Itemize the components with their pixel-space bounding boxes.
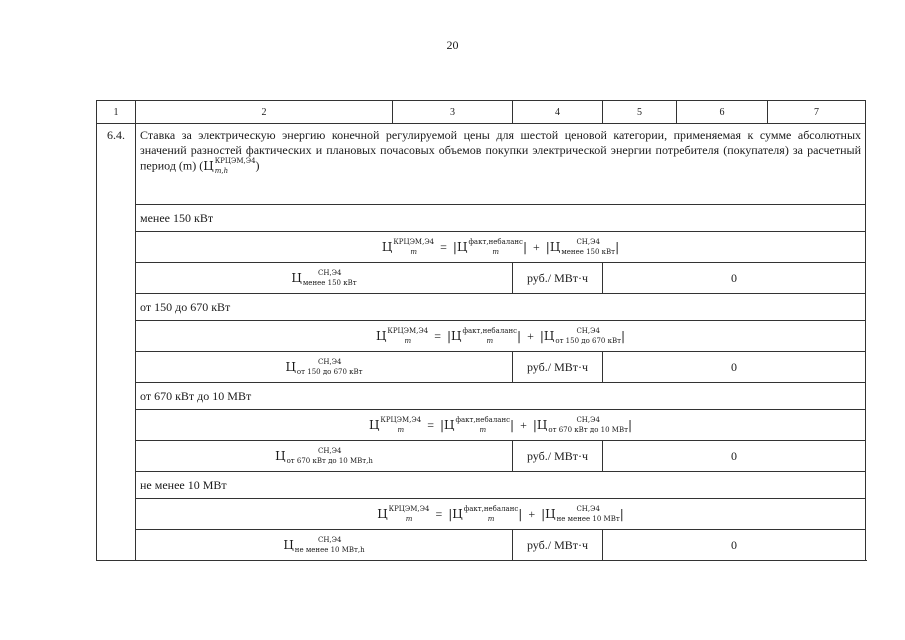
section-title: от 150 до 670 кВт <box>136 294 866 321</box>
rate-sub: не менее 10 МВт,h <box>294 546 365 554</box>
lhs-sup: КРЦЭМ,Э4 <box>380 416 422 424</box>
t1-close: | <box>517 328 522 343</box>
rate-sup: СН,Э4 <box>317 447 342 455</box>
t1-sub: m <box>486 337 494 345</box>
t2-sup: СН,Э4 <box>576 238 600 246</box>
plus-sign: + <box>533 239 540 254</box>
t1-base: |Ц <box>448 506 463 521</box>
item-description: Ставка за электрическую энергию конечной регулируемой цены для шестой ценовой категории, применяемая к сумме абсолютных значений разностей фактических и плановых почасовых объемов покупки электрической энергии потребителя (покупателя) за расчетный период (m) ( <box>140 128 861 173</box>
equals-sign: = <box>427 417 434 432</box>
rate-symbol <box>136 441 513 472</box>
rate-sub: менее 150 кВт <box>302 279 357 287</box>
t1-close: | <box>510 417 515 432</box>
plus-sign: + <box>528 506 536 521</box>
plus-sign: + <box>520 417 527 432</box>
desc-symbol-sub: m,h <box>214 167 229 175</box>
t2-base: |Ц <box>532 417 548 432</box>
t2-close: | <box>627 417 633 432</box>
formula-term-1 <box>453 240 527 254</box>
rate-row <box>97 530 866 561</box>
formula-row <box>97 410 866 441</box>
formula-lhs <box>369 418 421 432</box>
formula-term-2 <box>540 329 625 343</box>
header-col-5: 5 <box>603 101 677 124</box>
equals-sign: = <box>440 239 447 254</box>
rate-base: Ц <box>291 270 302 285</box>
rate-base: Ц <box>285 359 296 374</box>
formula-lhs <box>376 329 428 343</box>
t1-close: | <box>518 506 523 521</box>
formula <box>136 321 866 352</box>
lhs-base: Ц <box>377 506 388 521</box>
lhs-base: Ц <box>368 417 380 432</box>
rate-symbol <box>136 352 513 383</box>
t2-base: |Ц <box>539 328 555 343</box>
lhs-sup: КРЦЭМ,Э4 <box>387 327 429 335</box>
t1-sup: факт,небаланс <box>455 416 511 424</box>
section-title-row <box>97 472 866 499</box>
equals-sign: = <box>434 328 441 343</box>
formula-row <box>97 499 866 530</box>
lhs-base: Ц <box>375 328 387 343</box>
formula-lhs <box>382 240 434 254</box>
t1-sup: факт,небаланс <box>463 505 519 513</box>
section-title-row <box>97 294 866 321</box>
header-row <box>97 101 866 124</box>
rate-row <box>97 263 866 294</box>
rate-sub: от 150 до 670 кВт <box>296 368 363 376</box>
t2-base: |Ц <box>545 239 561 254</box>
formula-term-2 <box>541 507 624 521</box>
header-col-4: 4 <box>513 101 603 124</box>
formula <box>136 232 866 263</box>
page-number: 20 <box>446 38 459 52</box>
desc-symbol-base: Ц <box>203 158 214 173</box>
t1-base: |Ц <box>440 417 455 432</box>
rate-value: 0 <box>603 263 866 294</box>
rate-unit: руб./ МВт·ч <box>513 352 603 383</box>
desc-symbol-sup: КРЦЭМ,Э4 <box>214 157 256 165</box>
header-col-1: 1 <box>97 101 136 124</box>
rate-unit: руб./ МВт·ч <box>513 263 603 294</box>
desc-tail: ) <box>255 158 260 173</box>
rate-value: 0 <box>603 530 866 561</box>
t2-base: |Ц <box>541 506 556 521</box>
rate-symbol <box>136 263 513 294</box>
rate-row <box>97 441 866 472</box>
section-title: менее 150 кВт <box>136 205 866 232</box>
formula-term-1 <box>447 329 521 343</box>
formula-lhs <box>377 507 429 521</box>
header-col-3: 3 <box>393 101 513 124</box>
formula-term-1 <box>448 507 522 521</box>
desc-symbol <box>203 159 255 173</box>
lhs-base: Ц <box>381 239 393 254</box>
t1-base: |Ц <box>446 328 462 343</box>
rate-sup: СН,Э4 <box>317 358 342 366</box>
rate-unit: руб./ МВт·ч <box>513 441 603 472</box>
formula-term-2 <box>546 240 619 254</box>
t1-sub: m <box>492 248 500 256</box>
lhs-sub: m <box>405 515 413 523</box>
lhs-sub: m <box>404 337 412 345</box>
formula <box>136 499 866 530</box>
t2-close: | <box>621 328 626 343</box>
header-col-2: 2 <box>136 101 393 124</box>
t2-sub: от 150 до 670 кВт <box>555 337 621 345</box>
t2-sub: от 670 кВт до 10 МВт <box>548 426 628 434</box>
item-number: 6.4. <box>97 124 136 561</box>
t1-sub: m <box>487 515 495 523</box>
formula-row <box>97 321 866 352</box>
rate-sup: СН,Э4 <box>317 536 342 544</box>
t1-sup: факт,небаланс <box>462 327 518 335</box>
plus-sign: + <box>527 328 534 343</box>
t2-sup: СН,Э4 <box>576 505 600 513</box>
item-description-row <box>97 124 866 205</box>
formula <box>136 410 866 441</box>
lhs-sub: m <box>397 426 405 434</box>
t2-close: | <box>615 239 620 254</box>
formula-term-1 <box>440 418 514 432</box>
t2-sup: СН,Э4 <box>576 416 600 424</box>
rate-unit: руб./ МВт·ч <box>513 530 603 561</box>
rate-value: 0 <box>603 352 866 383</box>
t1-sub: m <box>479 426 487 434</box>
header-col-6: 6 <box>677 101 768 124</box>
t1-sup: факт,небаланс <box>468 238 523 246</box>
t2-sup: СН,Э4 <box>576 327 600 335</box>
rate-sub: от 670 кВт до 10 МВт,h <box>286 457 373 465</box>
t1-close: | <box>522 239 528 254</box>
rate-symbol <box>136 530 513 561</box>
t2-sub: менее 150 кВт <box>561 248 616 256</box>
formula-row <box>97 232 866 263</box>
section-title-row <box>97 383 866 410</box>
item-description-cell <box>136 124 866 205</box>
tariff-table <box>96 100 866 561</box>
equals-sign: = <box>435 506 443 521</box>
formula-term-2 <box>533 418 632 432</box>
lhs-sup: КРЦЭМ,Э4 <box>393 238 435 246</box>
rate-row <box>97 352 866 383</box>
rate-value: 0 <box>603 441 866 472</box>
section-title: не менее 10 МВт <box>136 472 866 499</box>
lhs-sup: КРЦЭМ,Э4 <box>388 505 430 513</box>
t1-base: |Ц <box>452 239 468 254</box>
section-title-row <box>97 205 866 232</box>
header-col-7: 7 <box>768 101 866 124</box>
t2-sub: не менее 10 МВт <box>556 515 620 523</box>
rate-sup: СН,Э4 <box>317 269 342 277</box>
rate-base: Ц <box>283 537 294 552</box>
section-title: от 670 кВт до 10 МВт <box>136 383 866 410</box>
t2-close: | <box>619 506 624 521</box>
lhs-sub: m <box>410 248 418 256</box>
rate-base: Ц <box>275 448 286 463</box>
